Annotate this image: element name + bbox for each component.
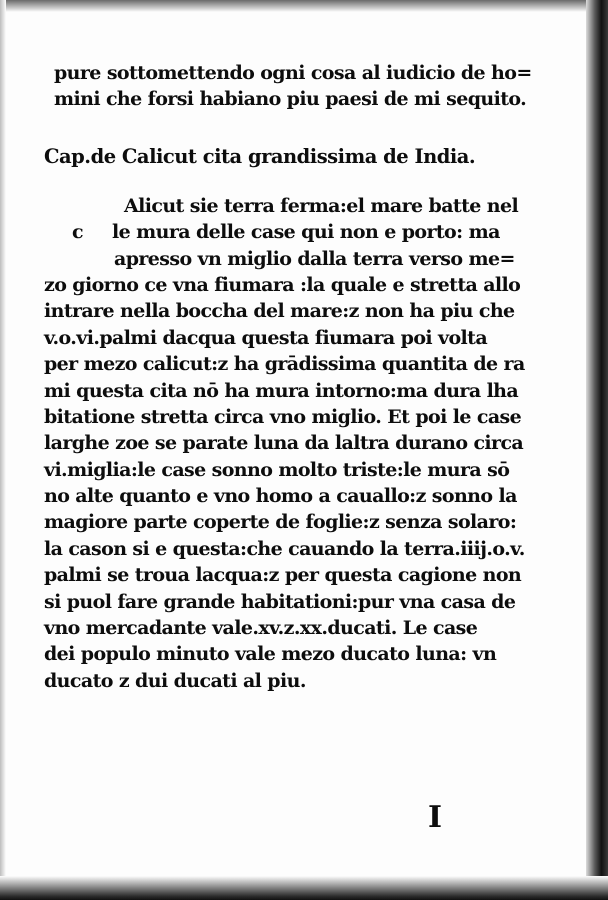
body-line: vno mercadante vale.xv.z.xx.ducati. Le case: [44, 617, 478, 640]
body-line: larghe zoe se parate luna da laltra durano circa: [44, 432, 524, 455]
intro-line: mini che forsi habiano piu paesi de mi sequito.: [54, 88, 527, 111]
body-line: palmi se troua lacqua:z per questa cagione non: [44, 564, 522, 587]
body-line-first: Alicut sie terra ferma:el mare batte nel: [124, 194, 519, 217]
body-line-second-text: le mura delle case qui non e porto: ma: [112, 221, 500, 244]
catchword: I: [428, 800, 443, 835]
body-line: dei populo minuto vale mezo ducato luna: vn: [44, 643, 497, 666]
intro-line: pure sottomettendo ogni cosa al iudicio de ho=: [54, 62, 532, 84]
body-line: la cason si e questa:che cauando la terra.iiij.o.v.: [44, 537, 525, 560]
body-line: zo giorno ce vna fiumara :la quale e stretta allo: [44, 273, 521, 296]
body-line: per mezo calicut:z ha grādissima quantita de ra: [44, 353, 525, 376]
body-line: si puol fare grande habitationi:pur vna casa de: [44, 590, 516, 613]
scan-border-right: [586, 0, 608, 900]
body-line: bitatione stretta circa vno miglio. Et poi le case: [44, 405, 522, 428]
page-text-block: [44, 60, 556, 694]
scan-border-top: [0, 0, 608, 12]
body-line: vi.miglia:le case sonno molto triste:le mura sō: [44, 458, 510, 481]
scan-border-left: [0, 0, 6, 900]
body-line: intrare nella boccha del mare:z non ha piu che: [44, 300, 515, 323]
body-line-second: [44, 219, 556, 245]
body-line: no alte quanto e vno homo a cauallo:z sonno la: [44, 485, 517, 508]
initial-letter: c: [72, 221, 83, 244]
scan-border-bottom: [0, 876, 608, 900]
chapter-heading: Cap.de Calicut cita grandissima de India.: [44, 144, 476, 168]
body-line-third: apresso vn miglio dalla terra verso me=: [114, 247, 515, 270]
body-line: mi questa cita nō ha mura intorno:ma dura lha: [44, 379, 519, 402]
body-line: ducato z dui ducati al piu.: [44, 669, 306, 692]
body-line: v.o.vi.palmi dacqua questa fiumara poi volta: [44, 326, 488, 349]
body-line: magiore parte coperte de foglie:z senza solaro:: [44, 511, 517, 534]
